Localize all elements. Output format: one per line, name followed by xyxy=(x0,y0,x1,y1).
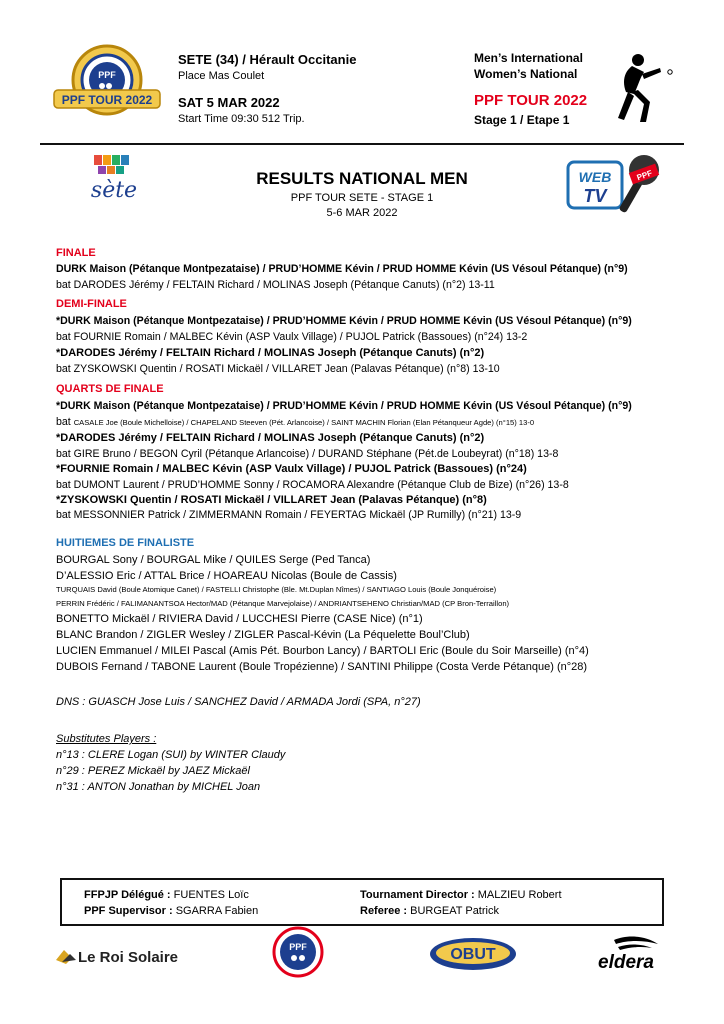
delegue-label: FFPJP Délégué : xyxy=(84,889,171,901)
webtv-tv-text: TV xyxy=(583,186,607,206)
start-time: Start Time 09:30 512 Trip. xyxy=(178,113,305,125)
quarts-line: *DURK Maison (Pétanque Montpezataise) / PRUD’HOMME Kévin / PRUD HOMME Kévin (US Vésoul Pétanque) (n°9) xyxy=(56,400,632,412)
venue-place: Place Mas Coulet xyxy=(178,70,265,82)
huitiemes-line: BLANC Brandon / ZIGLER Wesley / ZIGLER Pascal-Kévin (La Péquelette Boul’Club) xyxy=(56,629,470,641)
ppf-tour-logo xyxy=(52,42,162,122)
supervisor-label: PPF Supervisor : xyxy=(84,905,173,917)
demi-line: *DURK Maison (Pétanque Montpezataise) / PRUD’HOMME Kévin / PRUD HOMME Kévin (US Vésoul Pétanque) (n°9) xyxy=(56,315,632,327)
quarts-bat-word: bat xyxy=(56,416,71,428)
quarts-line: bat MESSONNIER Patrick / ZIMMERMANN Romain / FEYERTAG Mickaël (JP Rumilly) (n°21) 13-9 xyxy=(56,509,522,521)
tour-name: PPF TOUR 2022 xyxy=(474,92,588,109)
quarts-heading: QUARTS DE FINALE xyxy=(56,383,164,395)
webtv-web-text: WEB xyxy=(578,169,612,185)
microphone-icon xyxy=(619,155,660,213)
eldera-logo xyxy=(584,934,668,974)
officials-box xyxy=(60,878,664,926)
huitiemes-line: BOURGAL Sony / BOURGAL Mike / QUILES Serge (Ped Tanca) xyxy=(56,554,371,566)
webtv-ppf-text: PPF xyxy=(635,168,654,183)
huitiemes-line: D’ALESSIO Eric / ATTAL Brice / HOAREAU Nicolas (Boule de Cassis) xyxy=(56,570,397,582)
substitutes-heading: Substitutes Players : xyxy=(56,733,157,745)
quarts-small-text: CASALE Joe (Boule Michelloise) / CHAPELAND Steeven (Pét. Arlancoise) / SAINT MACHIN Florian (Elan Pétanqueur Agde) (n°15) 13-0 xyxy=(73,418,535,427)
referee-row xyxy=(360,905,499,917)
quarts-line xyxy=(56,414,534,431)
category-line1: Men’s International xyxy=(474,51,583,65)
quarts-line: *FOURNIE Romain / MALBEC Kévin (ASP Vaulx Village) / PUJOL Patrick (Bassoues) (n°24) xyxy=(56,463,527,475)
huitiemes-heading: HUITIEMES DE FINALISTE xyxy=(56,537,195,549)
web-tv-logo xyxy=(566,152,666,220)
ppf-seal-logo xyxy=(272,926,324,978)
demi-heading: DEMI-FINALE xyxy=(56,298,127,310)
referee-label: Referee : xyxy=(360,905,408,917)
huitiemes-line: DUBOIS Fernand / TABONE Laurent (Boule Tropézienne) / SANTINI Philippe (Costa Verde Pétanque) (n°28) xyxy=(56,661,588,673)
finale-line: DURK Maison (Pétanque Montpezataise) / PRUD’HOMME Kévin / PRUD HOMME Kévin (US Vésoul Pétanque) (n°9) xyxy=(56,263,628,275)
quarts-line: *DARODES Jérémy / FELTAIN Richard / MOLINAS Joseph (Pétanque Canuts) (n°2) xyxy=(56,432,485,444)
huitiemes-line: TURQUAIS David (Boule Atomique Canet) / FASTELLI Christophe (Ble. Mt.Duplan Nîmes) / SANTIAGO Louis (Boule Jonquéroise) xyxy=(56,585,497,594)
finale-heading: FINALE xyxy=(56,247,96,259)
finale-line: bat DARODES Jérémy / FELTAIN Richard / MOLINAS Joseph (Pétanque Canuts) (n°2) 13-11 xyxy=(56,279,495,291)
delegue-name: FUENTES Loïc xyxy=(173,889,249,901)
supervisor-name: SGARRA Fabien xyxy=(175,905,259,917)
ppf-logo-text: PPF xyxy=(98,70,116,80)
roi-solaire-logo xyxy=(54,944,184,968)
ppf-tour-logo-text: PPF TOUR 2022 xyxy=(61,93,153,107)
demi-line: bat ZYSKOWSKI Quentin / ROSATI Mickaël / VILLARET Jean (Palavas Pétanque) (n°8) 13-10 xyxy=(56,363,500,375)
quarts-line: bat DUMONT Laurent / PRUD’HOMME Sonny / ROCAMORA Alexandre (Pétanque Club de Bize) (n°26) 13-8 xyxy=(56,479,569,491)
quarts-line: *ZYSKOWSKI Quentin / ROSATI Mickaël / VILLARET Jean (Palavas Pétanque) (n°8) xyxy=(56,494,487,506)
eldera-text: eldera xyxy=(598,952,654,973)
demi-line: bat FOURNIE Romain / MALBEC Kévin (ASP Vaulx Village) / PUJOL Patrick (Bassoues) (n°24) 13-2 xyxy=(56,331,528,343)
roi-solaire-text: Le Roi Solaire xyxy=(78,949,179,966)
obut-logo xyxy=(428,936,518,972)
substitute-line: n°13 : CLERE Logan (SUI) by WINTER Claudy xyxy=(56,749,286,761)
page-title: RESULTS NATIONAL MEN xyxy=(256,169,468,188)
stage-label: Stage 1 / Etape 1 xyxy=(474,113,570,127)
director-name: MALZIEU Robert xyxy=(477,889,562,901)
dns-line: DNS : GUASCH Jose Luis / SANCHEZ David / ARMADA Jordi (SPA, n°27) xyxy=(56,696,421,708)
referee-name: BURGEAT Patrick xyxy=(410,905,499,917)
substitute-line: n°29 : PEREZ Mickaël by JAEZ Mickaël xyxy=(56,765,250,777)
obut-text: OBUT xyxy=(450,946,496,963)
sete-logo xyxy=(74,153,154,213)
huitiemes-line: BONETTO Mickaël / RIVIERA David / LUCCHESI Pierre (CASE Nice) (n°1) xyxy=(56,613,423,625)
ppf-seal-text: PPF xyxy=(289,942,307,952)
venue-title: SETE (34) / Hérault Occitanie xyxy=(178,52,357,67)
huitiemes-line: PERRIN Frédéric / FALIMANANTSOA Hector/MAD (Pétanque Marvejolaise) / ANDRIANTSEHENO Christian/MAD (CP Bron-Terraillon) xyxy=(56,599,510,608)
director-row xyxy=(360,889,562,901)
event-date: SAT 5 MAR 2022 xyxy=(178,95,280,110)
page-subtitle-2: 5-6 MAR 2022 xyxy=(326,207,398,219)
delegue-row xyxy=(84,889,249,901)
sete-logo-text: sète xyxy=(90,178,138,203)
category-line2: Women’s National xyxy=(474,67,578,81)
demi-line: *DARODES Jérémy / FELTAIN Richard / MOLINAS Joseph (Pétanque Canuts) (n°2) xyxy=(56,347,485,359)
page-subtitle-1: PPF TOUR SETE - STAGE 1 xyxy=(290,192,434,204)
supervisor-row xyxy=(84,905,258,917)
substitute-line: n°31 : ANTON Jonathan by MICHEL Joan xyxy=(56,781,261,793)
petanque-player-icon xyxy=(604,52,674,124)
header-divider xyxy=(40,143,684,145)
huitiemes-line: LUCIEN Emmanuel / MILEI Pascal (Amis Pét. Bourbon Lancy) / BARTOLI Eric (Boule du Soir Marseille) (n°4) xyxy=(56,645,589,657)
director-label: Tournament Director : xyxy=(360,889,475,901)
quarts-line: bat GIRE Bruno / BEGON Cyril (Pétanque Arlancoise) / DURAND Stéphane (Pét.de Loubeyrat) (n°18) 13-8 xyxy=(56,448,559,460)
